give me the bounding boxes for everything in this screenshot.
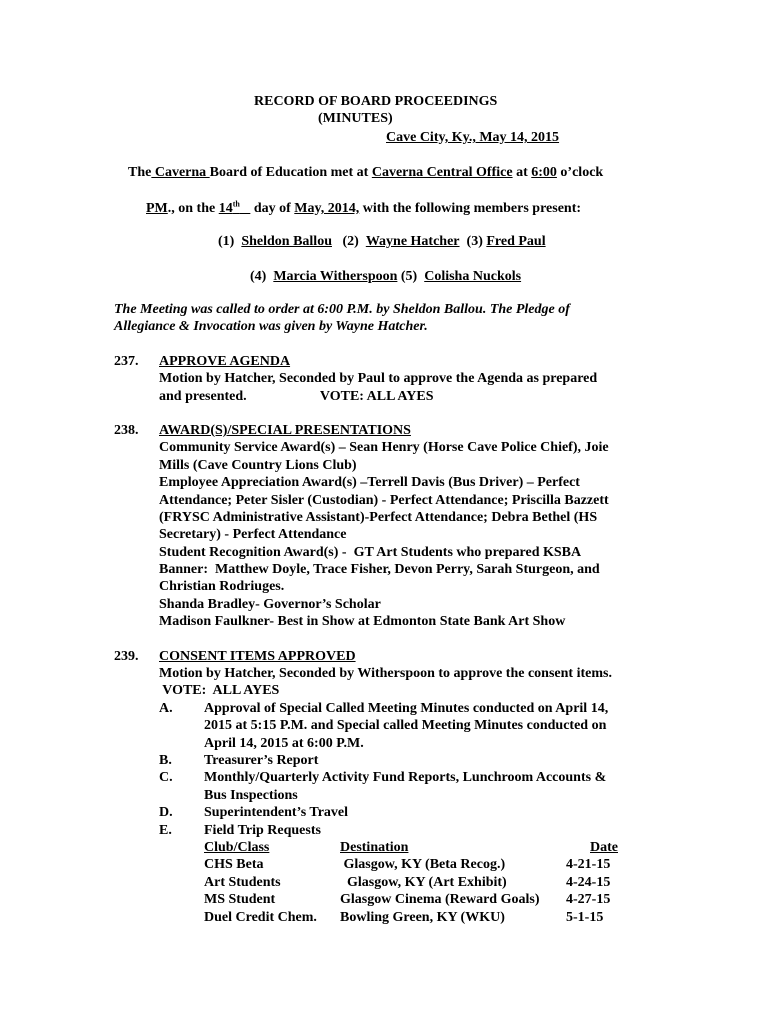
item-line: Christian Rodriuges. xyxy=(159,579,285,595)
agenda-item-238 xyxy=(114,422,674,631)
members-line-1 xyxy=(218,233,546,250)
member-name: Colisha Nuckols xyxy=(424,269,522,284)
subitem-line: Superintendent’s Travel xyxy=(204,805,349,821)
item-line: Shanda Bradley- Governor’s Scholar xyxy=(159,596,381,612)
cell-date: 5-1-15 xyxy=(566,909,604,925)
consent-subitem-a xyxy=(114,700,674,752)
document-subtitle: (MINUTES) xyxy=(318,111,393,126)
cell-date: 4-24-15 xyxy=(566,874,611,890)
item-line: and presented. VOTE: ALL AYES xyxy=(159,388,434,404)
member-number: (2) xyxy=(342,234,359,249)
meeting-day: 14 xyxy=(218,201,233,216)
intro-text: o’clock xyxy=(556,165,604,180)
intro-text: with the following members present: xyxy=(359,201,582,216)
cell-club: Art Students xyxy=(204,874,281,890)
consent-subitem-d xyxy=(114,804,674,821)
field-trip-table xyxy=(114,839,674,926)
member-name: Marcia Witherspoon xyxy=(273,269,398,284)
intro-text: ., on the xyxy=(167,201,219,216)
item-heading: APPROVE AGENDA xyxy=(159,353,291,369)
subitem-line: Bus Inspections xyxy=(204,787,298,803)
table-row xyxy=(114,909,674,926)
subitem-letter: E. xyxy=(159,822,172,838)
cell-club: CHS Beta xyxy=(204,857,264,873)
item-number: 239. xyxy=(114,648,139,664)
cell-date: 4-27-15 xyxy=(566,892,611,908)
intro-text: The xyxy=(128,165,152,180)
cell-destination: Glasgow Cinema (Reward Goals) xyxy=(340,892,540,908)
consent-subitem-c xyxy=(114,769,674,804)
table-row xyxy=(114,891,674,908)
member-name: Wayne Hatcher xyxy=(365,234,460,249)
subitem-line: Field Trip Requests xyxy=(204,822,321,838)
item-line: Attendance; Peter Sisler (Custodian) - Perfect Attendance; Priscilla Bazzett xyxy=(159,492,609,508)
meeting-period: PM xyxy=(146,201,168,216)
intro-text: at xyxy=(512,165,532,180)
subitem-letter: B. xyxy=(159,752,172,768)
field-trip-header-row xyxy=(114,839,674,856)
paragraph-line: The Meeting was called to order at 6:00 P.M. by Sheldon Ballou. The Pledge of xyxy=(114,302,570,317)
minutes-body xyxy=(114,301,674,926)
member-number: (4) xyxy=(250,269,267,284)
item-line: Motion by Hatcher, Seconded by Witherspoon to approve the consent items. xyxy=(159,666,612,682)
item-line: (FRYSC Administrative Assistant)-Perfect Attendance; Debra Bethel (HS xyxy=(159,509,598,525)
subitem-line: Monthly/Quarterly Activity Fund Reports, Lunchroom Accounts & xyxy=(204,770,607,786)
item-line: VOTE: ALL AYES xyxy=(159,683,280,699)
consent-subitem-b xyxy=(114,752,674,769)
location-date: Cave City, Ky., May 14, 2015 xyxy=(386,130,560,145)
meeting-location: Caverna Central Office xyxy=(371,165,513,180)
agenda-item-239 xyxy=(114,648,674,926)
table-row xyxy=(114,874,674,891)
subitem-line: Treasurer’s Report xyxy=(204,752,319,768)
intro-text: day of xyxy=(250,201,295,216)
item-line: Banner: Matthew Doyle, Trace Fisher, Devon Perry, Sarah Sturgeon, and xyxy=(159,562,600,578)
district-name: Caverna xyxy=(151,165,210,180)
column-header-club: Club/Class xyxy=(204,839,270,855)
agenda-item-237 xyxy=(114,353,674,405)
member-name: Sheldon Ballou xyxy=(241,234,332,249)
item-heading: AWARD(S)/SPECIAL PRESENTATIONS xyxy=(159,422,411,438)
cell-date: 4-21-15 xyxy=(566,857,611,873)
intro-line-2 xyxy=(146,200,581,217)
column-header-date: Date xyxy=(590,839,618,855)
item-line: Secretary) - Perfect Attendance xyxy=(159,527,347,543)
column-header-destination: Destination xyxy=(340,839,409,855)
members-line-2 xyxy=(250,268,521,285)
subitem-line: April 14, 2015 at 6:00 P.M. xyxy=(204,735,364,751)
cell-club: Duel Credit Chem. xyxy=(204,909,317,925)
member-number: (3) xyxy=(466,234,483,249)
consent-subitem-e xyxy=(114,822,674,839)
item-line: Mills (Cave Country Lions Club) xyxy=(159,457,357,473)
cell-destination: Glasgow, KY (Beta Recog.) xyxy=(340,857,506,873)
item-heading: CONSENT ITEMS APPROVED xyxy=(159,648,356,664)
meeting-month-year: May, 2014, xyxy=(294,201,360,216)
cell-destination: Bowling Green, KY (WKU) xyxy=(340,909,505,925)
item-line: Madison Faulkner- Best in Show at Edmonton State Bank Art Show xyxy=(159,614,566,630)
day-suffix: th xyxy=(232,199,240,209)
intro-text: Board of Education met at xyxy=(209,165,372,180)
cell-destination: Glasgow, KY (Art Exhibit) xyxy=(340,874,507,890)
member-number: (5) xyxy=(400,269,418,284)
intro-line-1 xyxy=(128,164,603,181)
subitem-line: Approval of Special Called Meeting Minutes conducted on April 14, xyxy=(204,700,609,716)
item-line: Motion by Hatcher, Seconded by Paul to approve the Agenda as prepared xyxy=(159,371,598,387)
subitem-letter: D. xyxy=(159,805,173,821)
item-line: Community Service Award(s) – Sean Henry (Horse Cave Police Chief), Joie xyxy=(159,440,609,456)
subitem-line: 2015 at 5:15 P.M. and Special called Meeting Minutes conducted on xyxy=(204,718,607,734)
meeting-time: 6:00 xyxy=(531,165,557,180)
paragraph-line: Allegiance & Invocation was given by Wayne Hatcher. xyxy=(114,319,428,335)
table-row xyxy=(114,856,674,873)
member-name: Fred Paul xyxy=(486,234,546,249)
subitem-letter: C. xyxy=(159,770,173,786)
document-title: RECORD OF BOARD PROCEEDINGS xyxy=(254,94,498,109)
member-number: (1) xyxy=(218,234,235,249)
item-number: 237. xyxy=(114,353,139,369)
item-line: Student Recognition Award(s) - GT Art Students who prepared KSBA xyxy=(159,544,582,560)
subitem-letter: A. xyxy=(159,700,173,716)
call-to-order xyxy=(114,301,674,336)
item-line: Employee Appreciation Award(s) –Terrell Davis (Bus Driver) – Perfect xyxy=(159,475,580,491)
cell-club: MS Student xyxy=(204,892,276,908)
item-number: 238. xyxy=(114,422,139,438)
